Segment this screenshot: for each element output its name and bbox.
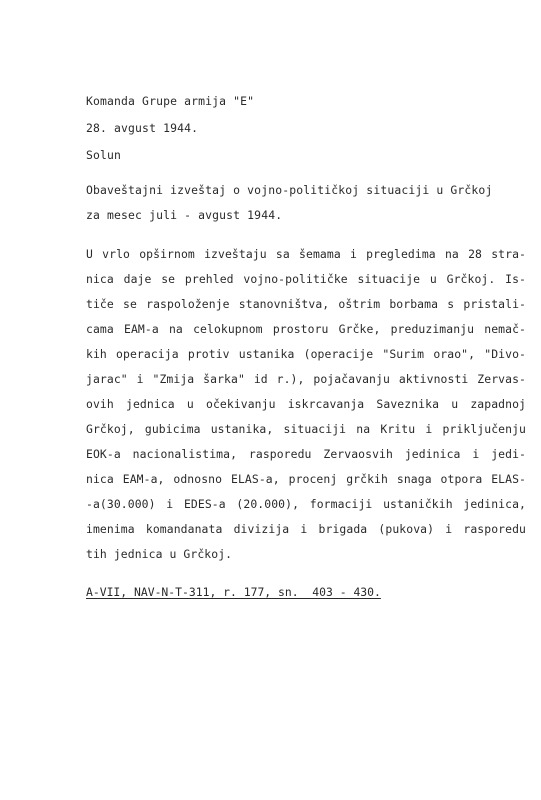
body-line: nica daje se prehled vojno-političke situacije u Grčkoj. Is- [86, 272, 526, 286]
body-line: imenima komandanata divizija i brigada (pukova) i rasporedu [86, 522, 526, 536]
command-heading: Komanda Grupe armija "E" [86, 94, 255, 108]
body-line: tih jednica u Grčkoj. [86, 547, 233, 561]
report-place: Solun [86, 148, 122, 162]
document-title-line-1: Obaveštajni izveštaj o vojno-političkoj situaciji u Grčkoj [86, 183, 493, 197]
body-line: jarac" i "Zmija šarka" id r.), pojačavanju aktivnosti Zervas- [86, 372, 526, 386]
archive-reference: A-VII, NAV-N-T-311, r. 177, sn. 403 - 430. [86, 585, 381, 599]
report-date: 28. avgust 1944. [86, 121, 199, 135]
body-line: ovih jednica u očekivanju iskrcavanja Saveznika u zapadnoj [86, 397, 526, 411]
body-line: cama EAM-a na celokupnom prostoru Grčke, preduzimanju nemač- [86, 322, 526, 336]
body-line: kih operacija protiv ustanika (operacije "Surim orao", "Divo- [86, 347, 526, 361]
body-line: Grčkoj, gubicima ustanika, situaciji na Kritu i priključenju [86, 422, 526, 436]
body-line: U vrlo opširnom izveštaju sa šemama i pregledima na 28 stra- [86, 247, 526, 261]
body-line: tiče se raspoloženje stanovništva, oštrim borbama s pristali- [86, 297, 526, 311]
body-line: nica EAM-a, odnosno ELAS-a, procenj grčkih snaga otpora ELAS- [86, 472, 526, 486]
body-line: -a(30.000) i EDES-a (20.000), formaciji ustaničkih jedinica, [86, 497, 526, 511]
document-title-line-2: za mesec juli - avgust 1944. [86, 208, 283, 222]
body-line: EOK-a nacionalistima, rasporedu Zervaosvih jedinica i jedi- [86, 447, 526, 461]
